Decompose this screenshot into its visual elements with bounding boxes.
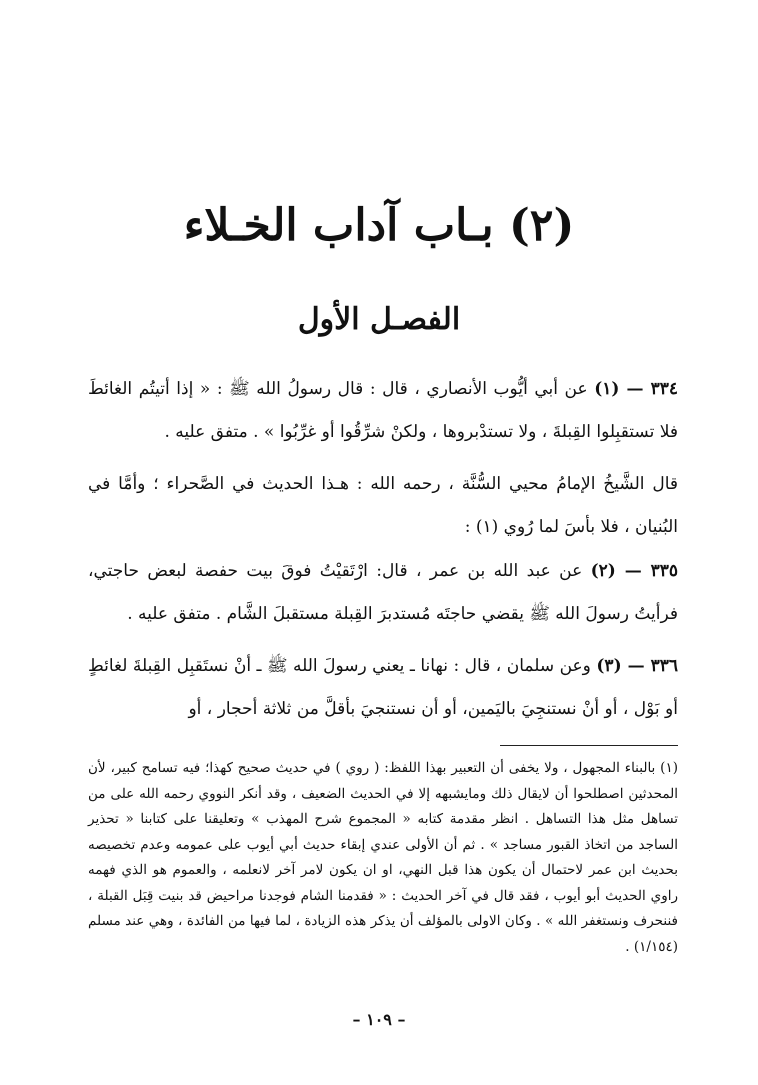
hadith-number: ٣٣٥ — (٢) [590,561,678,581]
hadith-number: ٣٣٦ — (٣) [596,656,678,676]
chapter-title: (٢) بـاب آداب الخـلاء [183,200,575,251]
commentary-paragraph [88,463,678,549]
hadith-text: وعن سلمان ، قال : نهانا ـ يعني رسولَ الله ﷺ ـ أنْ نستَقبِل القِبلةَ لغائطٍ أو بَوْل ، أو أنْ نستنجِيَ باليَمين، أو أن نستنجيَ بأقلَّ من ثلاثة أحجار ، أو [88,656,678,719]
commentary-text: قال الشَّيخُ الإمامُ محيي السُّنَّة ، رحمه الله : هـذا الحديث في الصَّحراء ؛ وأمَّا في البُنيان ، فلا بأسَ لما رُوي (١) : [88,474,678,537]
hadith-paragraph [88,550,678,636]
footnote-divider [500,745,678,746]
hadith-text: عن عبد الله بن عمر ، قال: ارْتَقيْتُ فوقَ بيت حفصة لبعض حاجتي، فرأيتُ رسولَ الله ﷺ يقضي حاجتَه مُستدبرَ القِبلة مستقبلَ الشَّام . متفق عليه . [88,561,678,624]
footnote: (١) بالبناء المجهول ، ولا يخفى أن التعبير بهذا اللفظ: ( روي ) في حديث صحيح كهذا؛ فيه تسامح كبير، لأن المحدثين اصطلحوا أن لايقال ذلك ومايشبهه إلا في الحديث الضعيف ، وقد أنكر النووي رحمه الله على من تساهل مثل هذا التساهل . انظر مقدمة كتابه « المجموع شرح المهذب » وتعليقنا على كتابنا « تحذير الساجد من اتخاذ القبور مساجد » . ثم أن الأولى عندي إبقاء حديث أبي أيوب على عمومه وعدم تخصيصه بحديث ابن عمر لاحتمال أن يكون هذا قبل النهي، او ان يكون لامر آخر لانعلمه ، والعموم هو الذي فهمه راوي الحديث أبو أيوب ، فقد قال في آخر الحديث : « فقدمنا الشام فوجدنا مراحيض قد بنيت قِبَل القبلة ، فننحرف ونستغفر الله » . وكان الاولى بالمؤلف أن يذكر هذه الزيادة ، لما فيها من الفائدة ، وهي عند مسلم (١/١٥٤) . [88,760,678,955]
hadith-paragraph [88,368,678,454]
hadith-paragraph [88,645,678,731]
hadith-number: ٣٣٤ — (١) [594,379,679,399]
section-title: الفصـل الأول [297,302,461,337]
hadith-text: عن أبي أيُّوب الأنصاري ، قال : قال رسولُ الله ﷺ : « إذا أتيتُم الغائطَ فلا تستقبِلوا القِبلةَ ، ولا تستدْبروها ، ولكنْ شرِّقُوا أو غرِّبُوا » . متفق عليه . [88,379,678,442]
page-number: – ١٠٩ – [352,1010,406,1029]
